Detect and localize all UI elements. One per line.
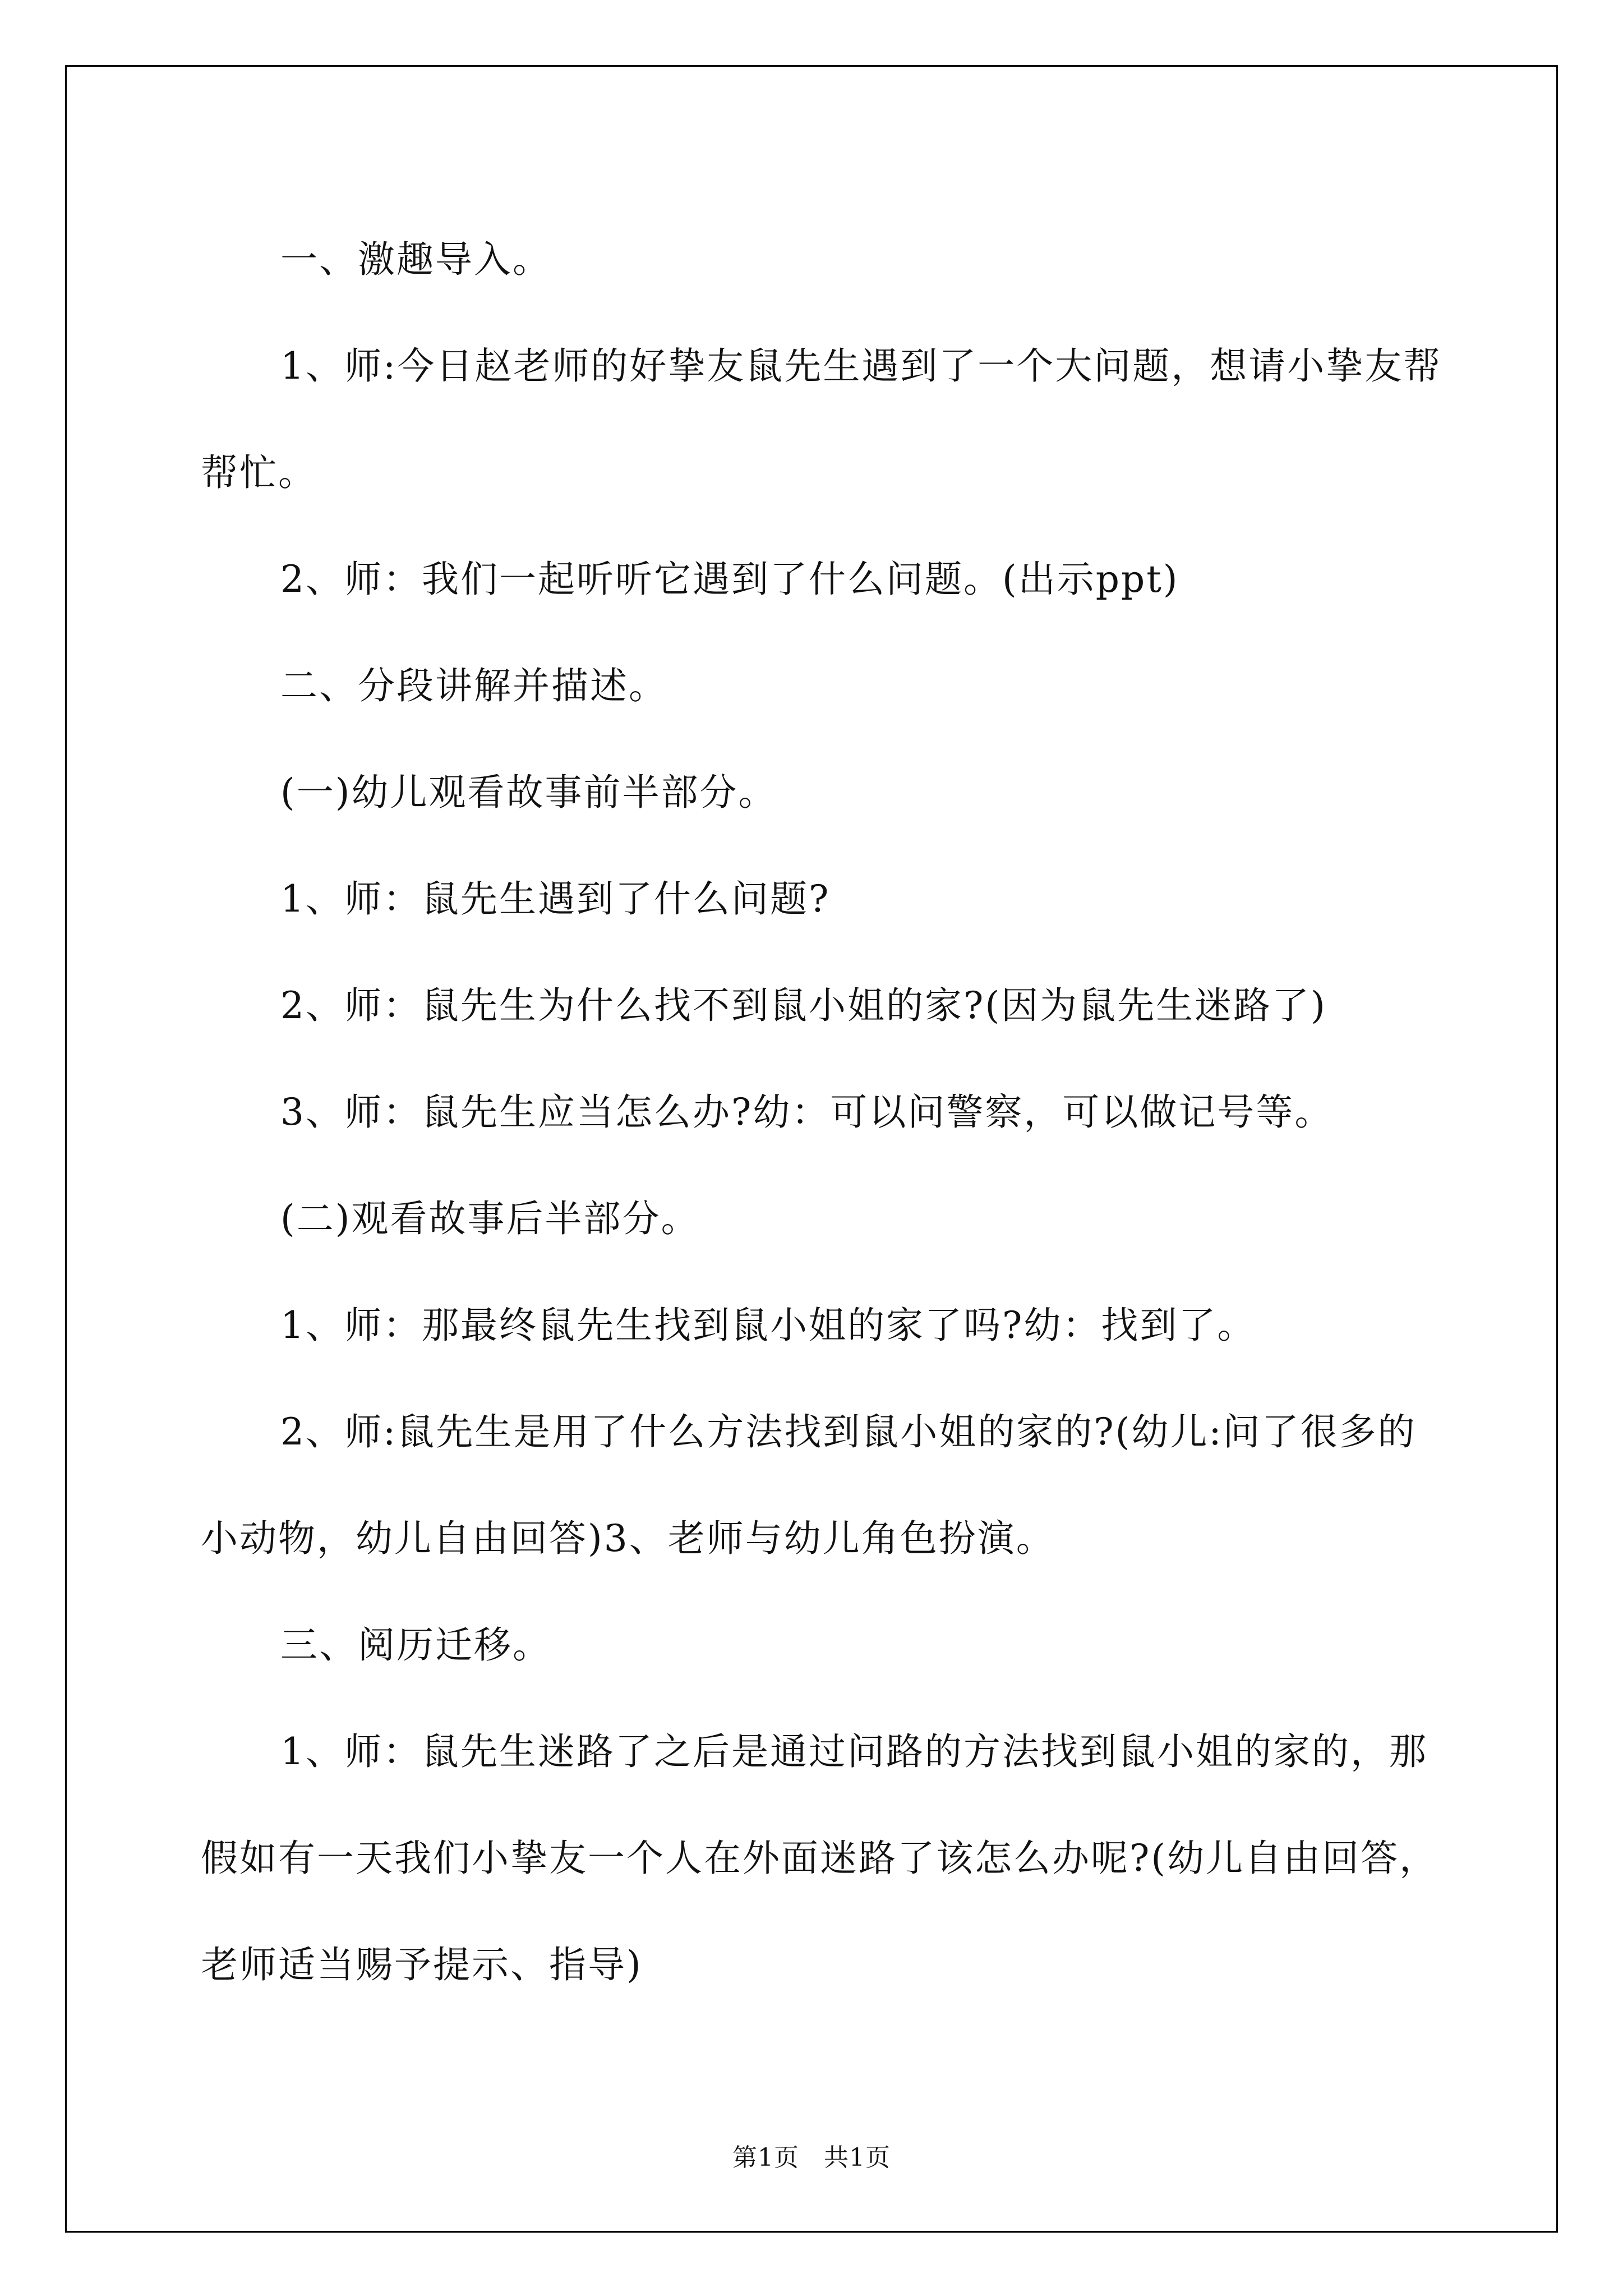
paragraph: 2、师：鼠先生为什么找不到鼠小姐的家?(因为鼠先生迷路了) xyxy=(280,984,1327,1027)
paragraph: 1、师：鼠先生遇到了什么问题? xyxy=(280,877,831,921)
paragraph: 1、师：那最终鼠先生找到鼠小姐的家了吗?幼：找到了。 xyxy=(280,1304,1256,1347)
paragraph: 二、分段讲解并描述。 xyxy=(280,664,667,707)
paragraph: 三、阅历迁移。 xyxy=(280,1623,551,1667)
paragraph: 2、师:鼠先生是用了什么方法找到鼠小姐的家的?(幼儿:问了很多的小动物，幼儿自由回答)3、老师与幼儿角色扮演。 xyxy=(201,1410,1417,1560)
paragraph: 3、师：鼠先生应当怎么办?幼：可以问警察，可以做记号等。 xyxy=(280,1091,1334,1134)
paragraph: 一、激趣导入。 xyxy=(280,238,551,281)
page-number-total: 共1页 xyxy=(824,2143,891,2172)
paragraph: (一)幼儿观看故事前半部分。 xyxy=(280,771,777,814)
paragraph: (二)观看故事后半部分。 xyxy=(280,1197,700,1240)
page-footer xyxy=(0,2137,1623,2173)
paragraph: 1、师:今日赵老师的好挚友鼠先生遇到了一个大问题，想请小挚友帮帮忙。 xyxy=(201,344,1442,494)
paragraph: 2、师：我们一起听听它遇到了什么问题。(出示ppt) xyxy=(280,558,1179,601)
document-body xyxy=(201,206,1455,2018)
page-number-current: 第1页 xyxy=(732,2143,799,2172)
paragraph: 1、师：鼠先生迷路了之后是通过问路的方法找到鼠小姐的家的，那假如有一天我们小挚友一个人在外面迷路了该怎么办呢?(幼儿自由回答，老师适当赐予提示、指导) xyxy=(201,1730,1438,1986)
